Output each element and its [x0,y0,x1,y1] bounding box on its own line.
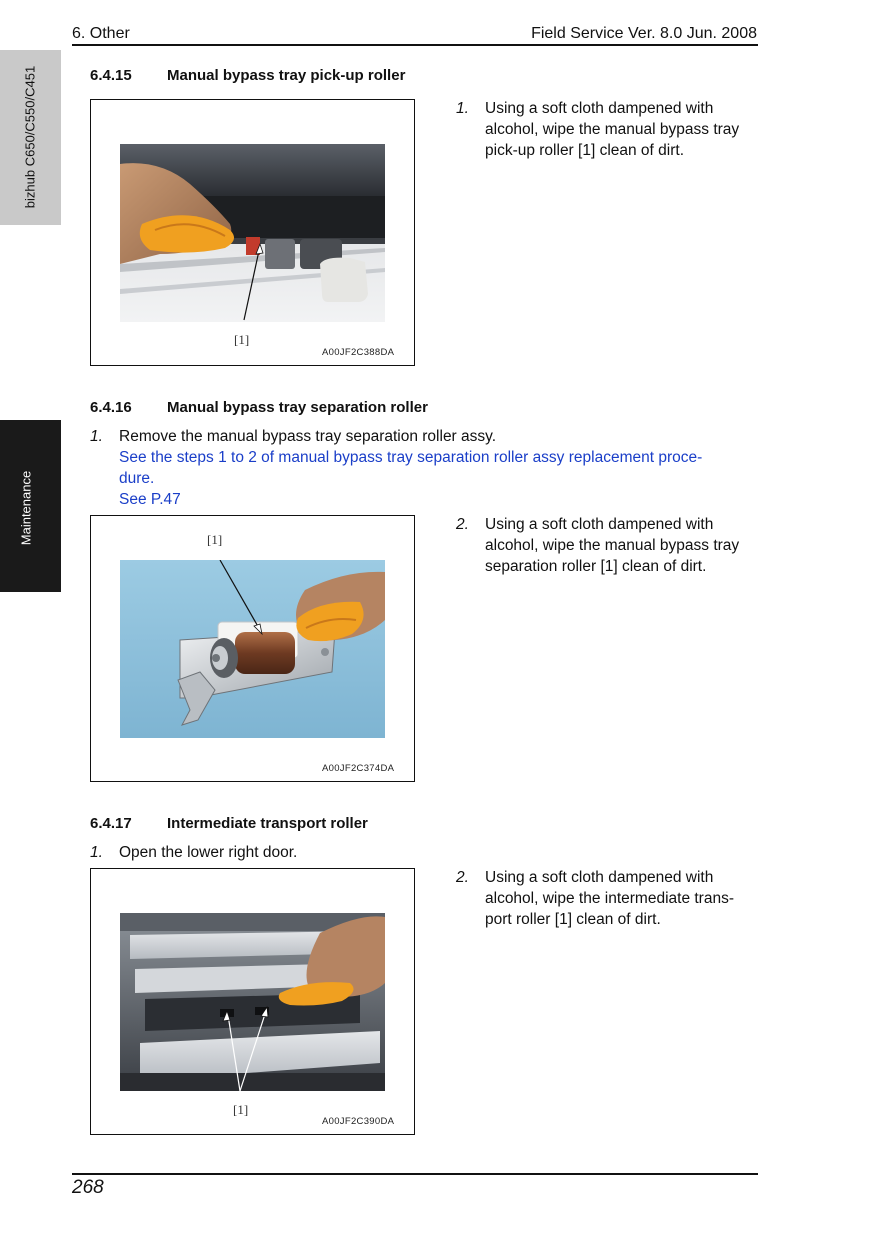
figure-pickup-roller [90,99,415,366]
header-section: 6. Other [72,25,130,42]
step-number: 1. [456,100,469,117]
photo-transport-roller [120,913,385,1091]
step-number: 1. [90,428,103,445]
page-reference-link[interactable]: See P.47 [119,491,181,508]
step-item [456,98,766,164]
step-text-line: alcohol, wipe the manual bypass tray [485,121,740,138]
step-text-line: Using a soft cloth dampened with [485,100,714,117]
step-text-line: Using a soft cloth dampened with [485,869,714,886]
step-item [456,514,766,580]
figure-separation-roller [90,515,415,782]
side-tab-model[interactable] [0,50,61,225]
section-title: Intermediate transport roller [167,815,368,832]
figure-transport-roller [90,868,415,1135]
section-title: Manual bypass tray pick-up roller [167,67,406,84]
photo-pickup-roller [120,144,385,322]
step-number: 2. [456,869,469,886]
page-number: 268 [72,1177,104,1198]
figure-callout: [1] [207,532,223,547]
footer-rule [72,1173,758,1175]
step-text-line: alcohol, wipe the intermediate trans- [485,890,734,907]
procedure-link[interactable]: See the steps 1 to 2 of manual bypass tray separation roller assy replacement proce- [119,449,703,466]
header-rule [72,44,758,46]
step-item [90,426,760,512]
step-number: 1. [90,844,103,861]
figure-callout: [1] [233,1102,249,1117]
section-title: Manual bypass tray separation roller [167,399,428,416]
section-number: 6.4.15 [90,67,132,84]
figure-code: A00JF2C374DA [322,763,395,774]
step-item [456,867,766,933]
step-text-line: Open the lower right door. [119,844,298,861]
step-number: 2. [456,516,469,533]
step-text-line: Remove the manual bypass tray separation roller assy. [119,428,497,445]
section-number: 6.4.16 [90,399,132,416]
procedure-link[interactable]: dure. [119,470,155,487]
figure-callout: [1] [234,332,250,347]
side-tab-maintenance[interactable] [0,420,61,592]
step-text-line: pick-up roller [1] clean of dirt. [485,142,685,159]
photo-separation-roller [120,560,385,738]
step-text-line: port roller [1] clean of dirt. [485,911,661,928]
step-text-line: alcohol, wipe the manual bypass tray [485,537,740,554]
header-version: Field Service Ver. 8.0 Jun. 2008 [531,25,757,42]
figure-code: A00JF2C390DA [322,1116,395,1127]
side-tab-model-label: bizhub C650/C550/C451 [22,65,38,209]
step-text-line: Using a soft cloth dampened with [485,516,714,533]
step-text-line: separation roller [1] clean of dirt. [485,558,707,575]
side-tab-section-label: Maintenance [18,470,34,546]
step-item [90,842,490,864]
figure-code: A00JF2C388DA [322,347,395,358]
section-number: 6.4.17 [90,815,132,832]
